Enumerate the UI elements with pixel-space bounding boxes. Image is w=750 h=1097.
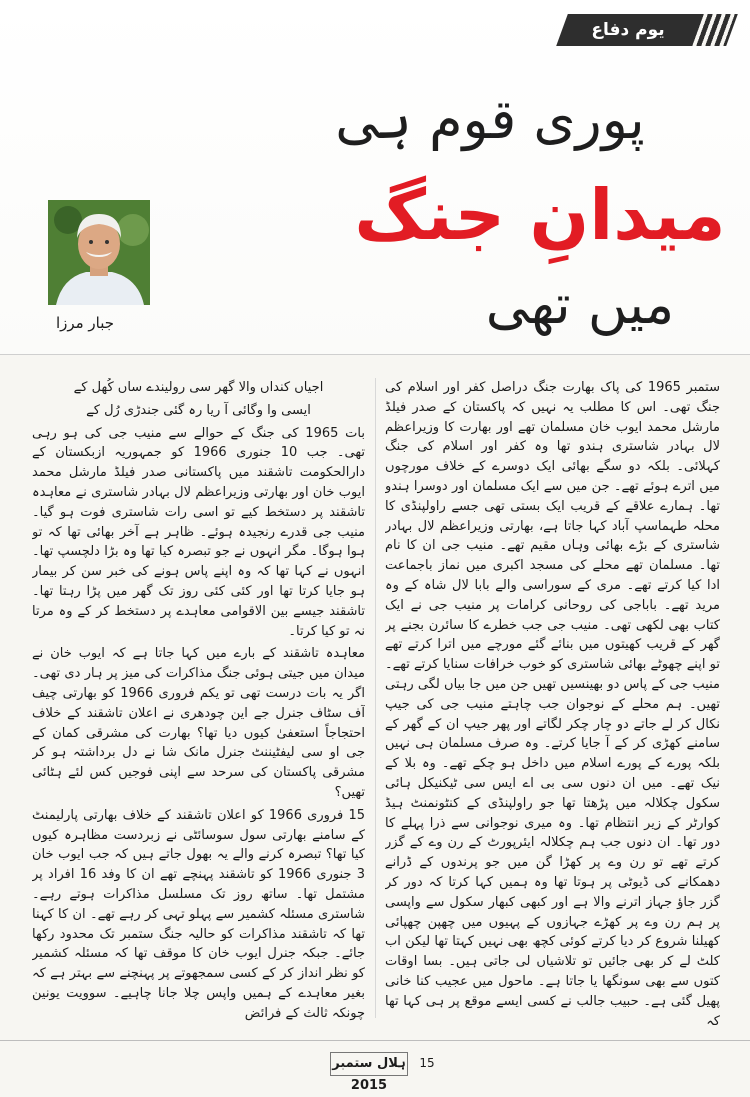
footer-divider [0, 1040, 750, 1041]
article-column-left [32, 378, 365, 1028]
article-title-line-3: میں تھی [485, 273, 675, 336]
paragraph: بات 1965 کی جنگ کے حوالے سے منیب جی کی ہو رہی تھی۔ جب 10 جنوری 1966 کو جمہوریہ ازبکستان کے دارالحکومت تاشقند میں پاکستانی صدر فیلڈ مارشل محمد ایوب خان اور بھارتی وزیراعظم لال بہادر شاستری نے معاہدہ تاشقند پر دستخط کیے تو اسی رات شاستری فوت ہو گیا۔ منیب جی قدرے رنجیدہ ہوئے۔ ظاہر ہے آخر بھائی تھا کہ تو ہوا ہوگا۔ مگر انہوں نے جو تبصرہ کیا تھا وہ بڑا دلچسپ تھا۔ انہوں نے کہا تھا کہ وہ اپنے پاس ہونے کی خبر سن کر بیمار ہو جایا کرتا تھا اور کئی کئی روز تک گھر میں پڑا رہتا تھا۔ تاشقند جیسے بین الاقوامی معاہدے پر دستخط کر کے وہ مرتا نہ تو کیا کرتا۔ [32, 425, 365, 639]
article-header [0, 0, 750, 355]
paragraph: ستمبر 1965 کی پاک بھارت جنگ دراصل کفر اور اسلام کی جنگ تھی۔ اس کا مطلب یہ نہیں کہ پاکستان کے صدر فیلڈ مارشل محمد ایوب خان مسلمان تھے اور بھارت کا وزیراعظم لال بہادر شاستری ہندو تھا وہ کفر اور اسلام کی جنگ کہلائی۔ بلکہ دو سگے بھائی ایک دوسرے کے خلاف مورچوں میں اترے ہوئے تھے۔ جن میں سے ایک مسلمان اور دوسرا ہندو تھا۔ ہمارے علاقے کے قریب ایک بستی تھی جسے راولپنڈی کا محلہ طہماسپ آباد کہا جاتا ہے، بھارتی وزیراعظم لال بہادر شاستری کے بڑے بھائی وہاں مقیم تھے۔ منیب جی ان کا نام تھا۔ مسلمان تھے محلے کی مسجد اکبری میں نماز باجماعت ادا کیا کرتے تھے۔ مری کے سوراسی والے بابا لال شاہ کے وہ مرید تھے۔ باباجی کی روحانی کرامات پر منیب جی نے ایک کتاب بھی لکھی تھی۔ منیب جی جب خطرے کا سائرن بجنے پر گھر کے قریب کھیتوں میں بنائے گئے مورچے میں اترا کرتے تھے تو اپنے چھوٹے بھائی شاستری کو خوب خرافات سنایا کرتے تھے۔ منیب جی کے پاس دو بھینسیں تھیں جن میں جا بیاں لگی رہتی تھیں۔ ہم محلے کے نوجوان جب چاہتے منیب جی کی جیپ نکال کر لے جاتے دو چار چکر لگاتے اور پھر جیپ ان کے گھر کے سامنے کھڑی کر کے آ جایا کرتے۔ وہ صرف مسلمان ہی نہیں بلکہ پورے کے پورے اسلام میں داخل ہو چکے تھے۔ وہ بلا کے نیک تھے۔ میں ان دنوں سی بی اے ایس سی ٹیکنیکل ہائی سکول چکلالہ میں پڑھتا تھا جو راولپنڈی کے کنٹونمنٹ ہیڈ کوارٹر کے زیر انتظام تھا۔ وہ میری نوجوانی سے ذرا پہلے کا دور تھا۔ ان دنوں جب ہم چکلالہ ایئرپورٹ کے رن وے کے گزر کرتے تھے تو رن وے پر کھڑا گن میں جو پرندوں کے ڈرانے دھمکانے کی ڈیوٹی پر ہوتا تھا وہ ہمیں کہا کرتا کہ دور کر گزر جاؤ جہاز اترنے والا ہے اور کبھی کبھار سکول سے واپسی پر ہم رن وے پر کھڑے جہازوں کے پہیوں میں چھپن چھپائی کھیلنا شروع کر دیا کرتے کوئی کچھ بھی نہیں کہتا تھا لیکن اب کلٹ لے کر بھی جائیں تو تلاشیاں لی جاتی ہیں۔ بسا اوقات کتوں سے بھی سونگھا یا جاتا ہے۔ ماحول میں عجیب کنا خانی پھیل گئی ہے۔ حبیب جالب نے کسی ایسے موقع پر ہی کہا تھا کہ [385, 380, 720, 1028]
poem-line: اجیاں کنداں والا گھر سی رولیندے ساں کُھل کے [73, 380, 324, 395]
tag-stripes [692, 14, 738, 46]
poem-line: ایسی وا وگائی آ ریا رہ گئی جندڑی رُل کے [86, 402, 311, 418]
paragraph: معاہدہ تاشقند کے بارے میں کہا جاتا ہے کہ ایوب خان نے میدان میں جیتی ہوئی جنگ مذاکرات کی میز پر ہار دی تھی۔ اگر یہ بات درست تھی تو یکم فروری 1966 کو بھارتی چیف آف سٹاف جنرل جے این چودھری نے اعلان تاشقند کے خلاف احتجاجاً استعفیٰ کیوں دیا تھا؟ بھارت کی مشرقی کمان کے جی او سی لیفٹیننٹ جنرل مانک شا نے دل برداشتہ ہو کر مشرقی پاکستان کی سرحد سے اپنی فوجیں کس لئے ہٹائی تھیں؟ [32, 646, 365, 800]
magazine-issue-label: ہلال ستمبر 2015 [330, 1052, 408, 1076]
paragraph: 15 فروری 1966 کو اعلان تاشقند کے خلاف بھارتی پارلیمنٹ کے سامنے بھارتی سول سوسائٹی نے زبردست مظاہرہ کیوں کیا تھا؟ تبصرہ کرنے والے یہ بھول جاتے ہیں کہ جب ایوب خان 3 جنوری 1966 کو تاشقند پہنچے تھے ان کا وفد 16 افراد پر مشتمل تھا۔ ساتھ روز تک مسلسل مذاکرات ہوتے رہے۔ شاستری مسئلہ کشمیر سے پہلو تہی کر رہے تھے۔ ان کا کہنا تھا کہ تاشقند مذاکرات کو حالیہ جنگ ستمبر تک محدود رکھا جائے۔ جبکہ جنرل ایوب خان کا موقف تھا کہ مسئلہ کشمیر کو نظر انداز کر کے کسی سمجھوتے پر پہنچنے سے بہتر ہے کہ بغیر معاہدے کے ہمیں واپس چلا جانا چاہیے۔ سوویت یونین چونکہ ثالث کے فرائض [32, 807, 365, 1021]
article-title-line-1: پوری قوم ہی [335, 88, 645, 151]
header-divider [0, 354, 750, 355]
section-tag: یوم دفاع [591, 20, 665, 40]
article-title-line-2: میدانِ جنگ [354, 174, 726, 256]
author-name: جبار مرزا [55, 314, 115, 332]
article-column-right [385, 378, 720, 1028]
author-photo [48, 200, 150, 305]
author-portrait-image [48, 200, 150, 305]
column-divider [375, 378, 376, 1018]
page-number: 15 [419, 1056, 435, 1070]
